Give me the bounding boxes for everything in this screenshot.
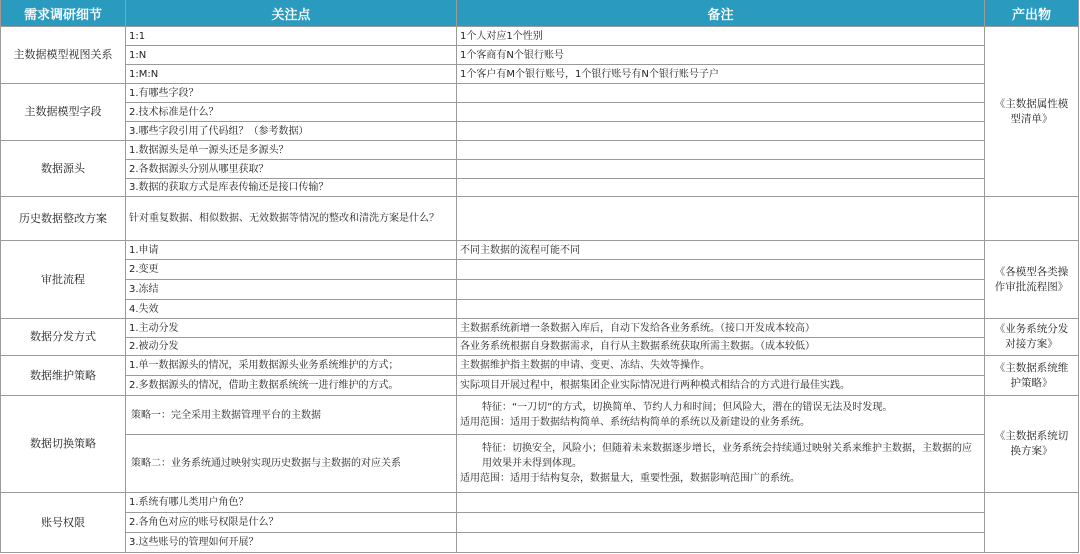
focus-cell: 1:M:N [126,65,457,84]
note-cell [457,160,985,179]
note-line: 适用范围：适用于结构复杂，数据量大，重要性强，数据影响范围广的系统。 [460,473,800,484]
note-line: 适用范围：适用于数据结构简单、系统结构简单的系统以及新建设的业务系统。 [460,417,810,428]
output-cell: 《主数据系统维护策略》 [985,356,1079,396]
output-cell [985,197,1079,241]
focus-cell: 策略一：完全采用主数据管理平台的主数据 [126,396,457,435]
category-cell: 数据源头 [0,141,126,197]
focus-cell: 2.多数据源头的情况，借助主数据系统统一进行维护的方式。 [126,376,457,396]
focus-cell: 2.被动分发 [126,338,457,356]
focus-cell: 1:N [126,46,457,65]
header-output: 产出物 [985,0,1079,27]
category-cell: 数据切换策略 [0,396,126,493]
category-cell: 数据维护策略 [0,356,126,396]
focus-cell: 1.申请 [126,241,457,260]
focus-cell: 2.变更 [126,260,457,280]
focus-cell: 策略二：业务系统通过映射实现历史数据与主数据的对应关系 [126,435,457,493]
note-cell [457,103,985,122]
note-cell [457,533,985,553]
note-cell: 1个客商有N个银行账号 [457,46,985,65]
focus-cell: 针对重复数据、相似数据、无效数据等情况的整改和清洗方案是什么？ [126,197,457,241]
note-cell: 1个客户有M个银行账号，1个银行账号有N个银行账号子户 [457,65,985,84]
category-cell: 主数据模型视图关系 [0,27,126,84]
category-cell: 主数据模型字段 [0,84,126,141]
note-cell [457,300,985,319]
note-cell [457,122,985,141]
focus-cell: 3.数据的获取方式是库表传输还是接口传输？ [126,179,457,197]
output-cell [985,493,1079,553]
focus-cell: 4.失效 [126,300,457,319]
note-line: 特征：“一刀切”的方式，切换简单、节约人力和时间；但风险大，潜在的错误无法及时发现。 [482,402,893,413]
focus-cell: 1.有哪些字段？ [126,84,457,103]
category-cell: 审批流程 [0,241,126,319]
output-cell: 《主数据系统切换方案》 [985,396,1079,493]
note-cell: 实际项目开展过程中，根据集团企业实际情况进行两种模式相结合的方式进行最佳实践。 [457,376,985,396]
focus-cell: 1.系统有哪儿类用户角色？ [126,493,457,513]
note-line: 特征：切换安全，风险小；但随着未来数据逐步增长，业务系统会持续通过映射关系来维护主数据，主数据的应用效果并未得到体现。 [482,443,972,469]
focus-cell: 3.这些账号的管理如何开展？ [126,533,457,553]
category-cell: 账号权限 [0,493,126,553]
header-requirement-detail: 需求调研细节 [0,0,126,27]
category-cell: 历史数据整改方案 [0,197,126,241]
focus-cell: 2.技术标准是什么？ [126,103,457,122]
focus-cell: 1:1 [126,27,457,46]
header-note: 备注 [457,0,985,27]
note-cell: 主数据维护指主数据的申请、变更、冻结、失效等操作。 [457,356,985,376]
note-cell [457,513,985,533]
note-cell [457,84,985,103]
category-cell: 数据分发方式 [0,319,126,356]
focus-cell: 3.冻结 [126,280,457,300]
focus-cell: 2.各数据源头分别从哪里获取？ [126,160,457,179]
note-cell: 不同主数据的流程可能不同 [457,241,985,260]
note-cell [457,141,985,160]
note-cell [457,260,985,280]
note-cell [457,435,985,493]
output-cell: 《业务系统分发对接方案》 [985,319,1079,356]
output-text: 《主数据属性模型清单》 [994,97,1069,125]
note-cell [457,280,985,300]
focus-cell: 1.主动分发 [126,319,457,338]
note-cell: 各业务系统根据自身数据需求，自行从主数据系统获取所需主数据。（成本较低） [457,338,985,356]
note-cell [457,493,985,513]
output-cell [985,27,1079,197]
note-cell: 主数据系统新增一条数据入库后，自动下发给各业务系统。（接口开发成本较高） [457,319,985,338]
note-cell: 1个人对应1个性别 [457,27,985,46]
focus-cell: 1.单一数据源头的情况，采用数据源头业务系统维护的方式； [126,356,457,376]
output-cell: 《各模型各类操作审批流程图》 [985,241,1079,319]
focus-cell: 2.各角色对应的账号权限是什么？ [126,513,457,533]
focus-cell: 3.哪些字段引用了代码组？（参考数据） [126,122,457,141]
focus-cell: 1.数据源头是单一源头还是多源头？ [126,141,457,160]
header-focus: 关注点 [126,0,457,27]
note-cell [457,396,985,435]
note-cell [457,197,985,241]
note-cell [457,179,985,197]
